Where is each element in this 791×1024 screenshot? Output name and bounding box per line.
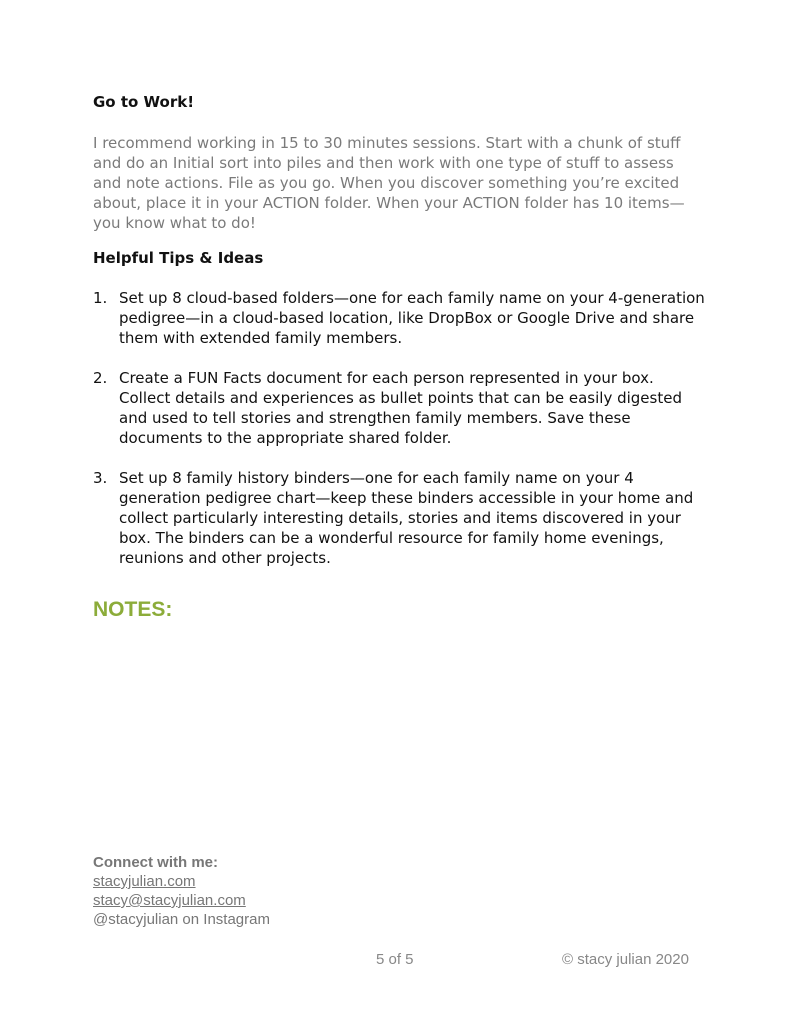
connect-title: Connect with me:: [93, 854, 219, 871]
list-item-number: 1.: [93, 289, 108, 307]
list-item-text: Set up 8 cloud-based folders—one for each family name on your 4-generation pedigree—in a cloud-based location, like DropBox or Google Drive and share them with extended family members.: [119, 289, 705, 347]
helpful-tips-heading: Helpful Tips & Ideas: [93, 249, 264, 267]
copyright-notice: © stacy julian 2020: [562, 951, 689, 968]
list-item: [93, 288, 705, 348]
website-link[interactable]: stacyjulian.com: [93, 873, 196, 890]
notes-heading: NOTES:: [93, 598, 173, 621]
page-number: 5 of 5: [376, 951, 414, 968]
list-item: [93, 468, 705, 568]
email-link[interactable]: stacy@stacyjulian.com: [93, 892, 246, 909]
list-item-text: Set up 8 family history binders—one for each family name on your 4 generation pedigree chart—keep these binders accessible in your home and collect particularly interesting details, stories and items discovered in your box. The binders can be a wonderful resource for family home evenings, reunions and other projects.: [119, 469, 694, 567]
go-to-work-heading: Go to Work!: [93, 93, 195, 111]
tips-list: [93, 288, 705, 588]
list-item-number: 3.: [93, 469, 108, 487]
instagram-handle: @stacyjulian on Instagram: [93, 911, 270, 928]
list-item-text: Create a FUN Facts document for each person represented in your box. Collect details and experiences as bullet points that can be easily digested and used to tell stories and strengthen family members. Save these documents to the appropriate shared folder.: [119, 369, 682, 447]
list-item-number: 2.: [93, 369, 108, 387]
list-item: [93, 368, 705, 448]
go-to-work-paragraph: I recommend working in 15 to 30 minutes sessions. Start with a chunk of stuff and do an Initial sort into piles and then work with one type of stuff to assess and note actions. File as you go. When you discover something you’re excited about, place it in your ACTION folder. When your ACTION folder has 10 items—you know what to do!: [93, 134, 685, 232]
connect-section: [93, 853, 270, 929]
